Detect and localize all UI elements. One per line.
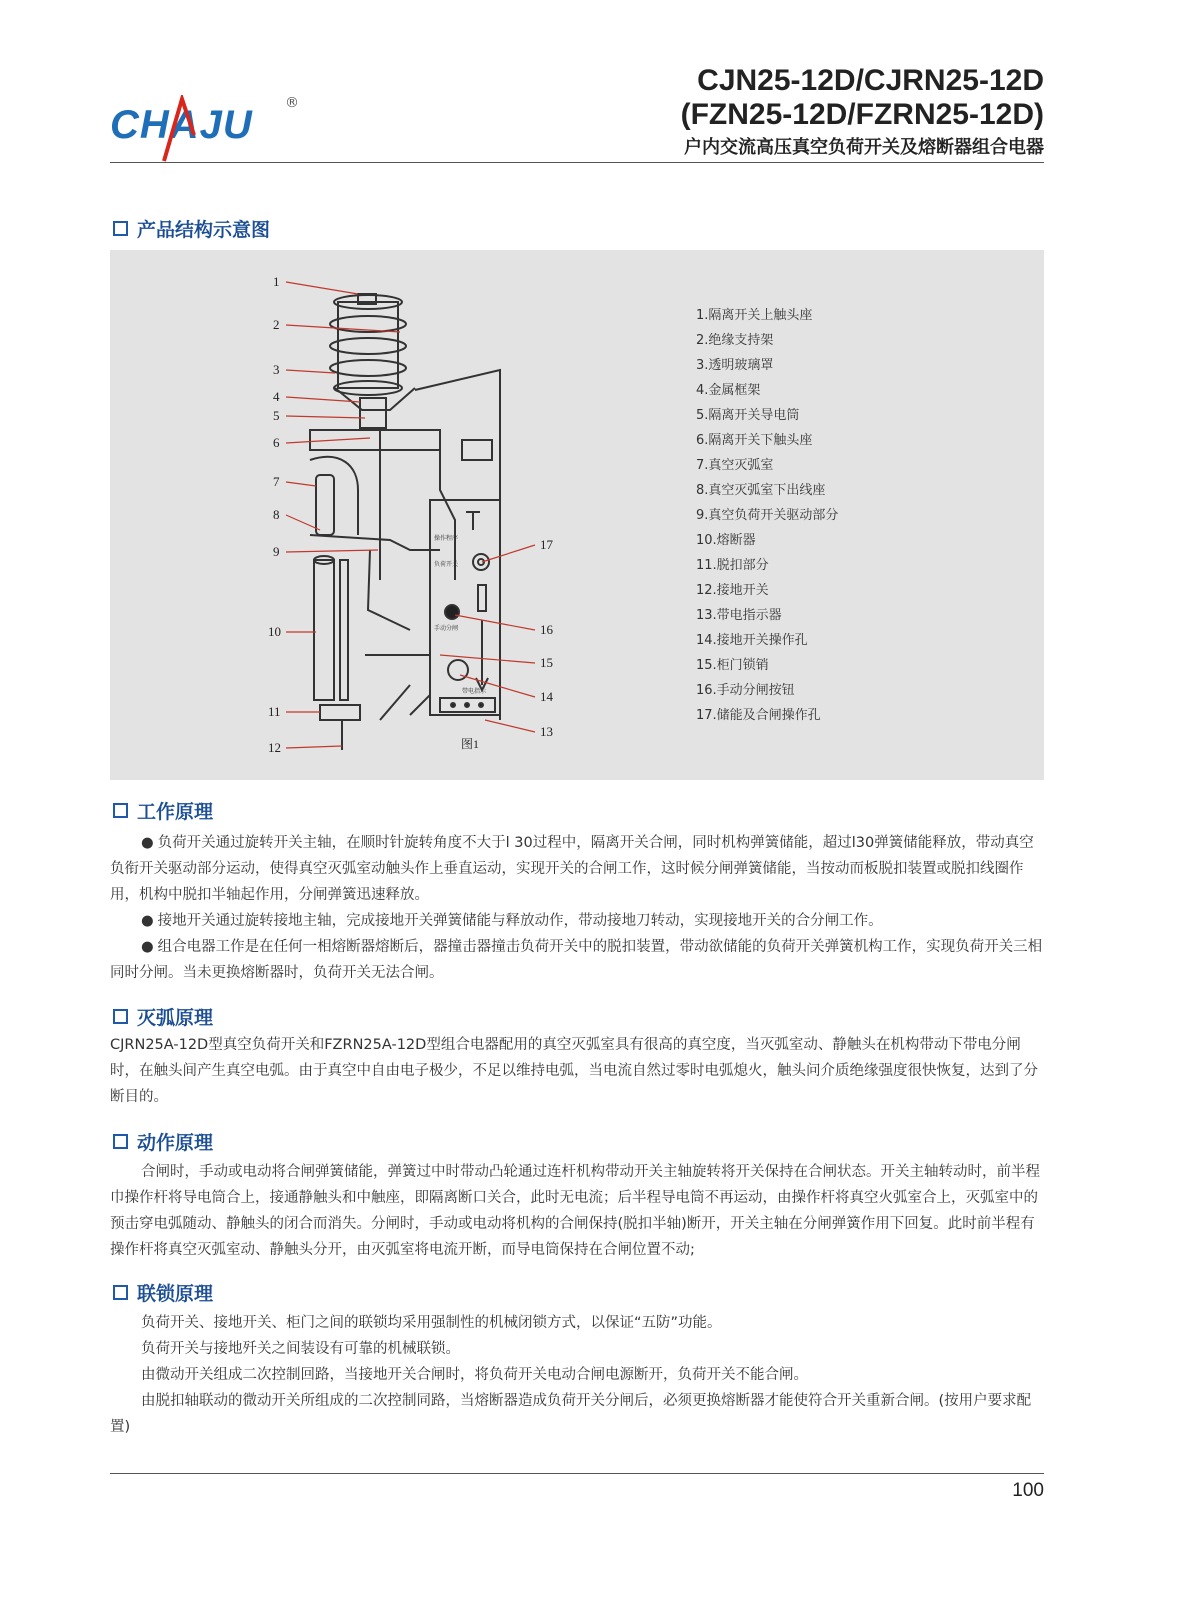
page-title-line1: CJN25-12D/CJRN25-12D: [697, 64, 1044, 97]
brand-logo: [110, 95, 320, 165]
legend-item: 5.隔离开关导电筒: [696, 408, 800, 423]
callout-1: 1: [273, 274, 280, 289]
paragraph-text: 接地开关通过旋转接地主轴，完成接地开关弹簧储能与释放动作，带动接地刀转动，实现接地开关的合分闸工作。: [157, 913, 883, 929]
paragraph-text: CJRN25A-12D型真空负荷开关和FZRN25A-12D型组合电器配用的真空灭弧室具有很高的真空度，当灭弧室动、静触头在机构带动下带电分闸时，在触头间产生真空电弧。由于真空中自由电子极少，不足以维持电弧，当电流自然过零时电弧熄火，触头问介质绝缘强度很快恢复，达到了分断目的。: [110, 1037, 1038, 1105]
callout-12: 12: [268, 740, 281, 755]
callout-17: 17: [540, 537, 553, 552]
panel-label-top: 操作程序: [434, 535, 459, 542]
callout-9: 9: [273, 544, 280, 559]
callout-14: 14: [540, 689, 553, 704]
section-label: 动作原理: [137, 1132, 214, 1154]
bullet-icon: ●: [141, 913, 154, 929]
legend-item: 17.储能及合闸操作孔: [696, 708, 821, 723]
structure-figure: [110, 250, 1044, 780]
page-subtitle: 户内交流高压真空负荷开关及熔断器组合电器: [684, 137, 1044, 157]
callout-7: 7: [273, 474, 280, 489]
paragraph-text: 由微动开关组成二次控制回路，当接地开关合闸时，将负荷开关电动合闸电源断开，负荷开关不能合闸。: [141, 1367, 808, 1383]
section-label: 工作原理: [137, 801, 214, 823]
section-structure-heading: [113, 215, 270, 242]
interlock-text: [110, 1310, 1044, 1440]
legend-item: 13.带电指示器: [696, 608, 782, 623]
callout-15: 15: [540, 655, 553, 670]
callout-6: 6: [273, 435, 280, 450]
section-label: 联锁原理: [137, 1283, 214, 1305]
legend-item: 14.接地开关操作孔: [696, 633, 808, 648]
legend-item: 4.金属框架: [696, 383, 761, 398]
action-text: [110, 1159, 1044, 1263]
section-action-heading: [113, 1128, 213, 1155]
header-divider: [110, 162, 1044, 163]
checkbox-icon: [113, 803, 128, 818]
legend-item: 1.隔离开关上触头座: [696, 308, 813, 323]
page-number: 100: [1012, 1480, 1044, 1501]
callout-13: 13: [540, 724, 553, 739]
panel-label-low: 手动分闸: [434, 625, 459, 632]
panel-label-bottom: 带电指示: [462, 688, 487, 695]
callout-16: 16: [540, 622, 553, 637]
paragraph: [110, 934, 1044, 986]
logo-text: CHAJU: [110, 103, 253, 147]
legend-item: 10.熔断器: [696, 533, 756, 548]
page-title-line2: (FZN25-12D/FZRN25-12D): [680, 98, 1044, 131]
structure-diagram: [110, 250, 630, 780]
bullet-icon: ●: [141, 835, 154, 851]
callout-8: 8: [273, 507, 280, 522]
callout-4: 4: [273, 389, 280, 404]
callout-2: 2: [273, 317, 280, 332]
bullet-icon: ●: [141, 939, 154, 955]
legend-item: 8.真空灭弧室下出线座: [696, 483, 826, 498]
legend-item: 9.真空负荷开关驱动部分: [696, 508, 839, 523]
legend-item: 15.柜门锁销: [696, 658, 769, 673]
paragraph-text: 负荷开关通过旋转开关主轴，在顺时针旋转角度不大于l 30过程中，隔离开关合闸，同时机构弹簧储能，超过l30弹簧储能释放，带动真空负衔开关驱动部分运动，使得真空灭弧室动触头作上垂直运动，实现开关的合闸工作，这时候分闸弹簧储能，当按动而板脱扣装置或脱扣线圈作用，机构中脱扣半轴起作用，分闸弹簧迅速释放。: [110, 835, 1034, 903]
paragraph-text: 负荷开关与接地歼关之间装设有可靠的机械联锁。: [141, 1341, 460, 1357]
paragraph: [110, 908, 1044, 934]
legend-item: 6.隔离开关下触头座: [696, 433, 813, 448]
registered-mark: ®: [285, 95, 299, 111]
section-label: 灭弧原理: [137, 1007, 214, 1029]
legend-item: 7.真空灭弧室: [696, 458, 774, 473]
checkbox-icon: [113, 1009, 128, 1024]
paragraph-text: 合闸时，手动或电动将合闸弹簧储能，弹簧过中时带动凸轮通过连杆机构带动开关主轴旋转将开关保持在合闸状态。开关主轴转动时，前半程巾操作杆将导电筒合上，接通静触头和中触座，即隔离断口关合，此时无电流；后半程导电筒不再运动，由操作杆将真空火弧室合上，灭弧室中的预击穿电弧随动、静触头的闭合而消失。分闸时，手动或电动将机构的合闸保持(脱扣半轴)断开，开关主轴在分闸弹簧作用下回复。此时前半程有操作杆将真空灭弧室动、静触头分开，由灭弧室将电流开断，而导电筒保持在合闸位置不动;: [110, 1164, 1040, 1258]
callout-10: 10: [268, 624, 281, 639]
legend-item: 3.透明玻璃罩: [696, 358, 774, 373]
checkbox-icon: [113, 1134, 128, 1149]
paragraph: [110, 830, 1044, 908]
checkbox-icon: [113, 1285, 128, 1300]
paragraph-text: 组合电器工作是在任何一相熔断器熔断后，器撞击器撞击负荷开关中的脱扣装置，带动欲储能的负荷开关弹簧机构工作，实现负荷开关三相同时分闸。当未更换熔断器时，负荷开关无法合闸。: [110, 939, 1043, 981]
callout-3: 3: [273, 362, 280, 377]
legend-item: 2.绝缘支持架: [696, 333, 774, 348]
figure-caption: 图1: [461, 737, 480, 751]
legend-item: 16.手动分闸按钮: [696, 683, 795, 698]
arc-text: [110, 1032, 1044, 1110]
paragraph-text: 负荷开关、接地开关、柜门之间的联锁均采用强制性的机械闭锁方式，以保证“五防”功能。: [141, 1315, 722, 1331]
section-interlock-heading: [113, 1279, 213, 1306]
callout-11: 11: [268, 704, 281, 719]
footer-divider: [110, 1473, 1044, 1474]
working-text: [110, 830, 1044, 986]
callout-5: 5: [273, 408, 280, 423]
logo-flash-icon: [160, 95, 200, 165]
legend-item: 11.脱扣部分: [696, 558, 769, 573]
legend-item: 12.接地开关: [696, 583, 769, 598]
section-working-heading: [113, 797, 213, 824]
section-arc-heading: [113, 1003, 213, 1030]
figure-legend: [696, 303, 838, 728]
section-label: 产品结构示意图: [137, 219, 271, 241]
panel-label-mid: 负荷开关: [434, 561, 459, 568]
checkbox-icon: [113, 221, 128, 236]
paragraph-text: 由脱扣轴联动的微动开关所组成的二次控制同路，当熔断器造成负荷开关分闸后，必须更换熔断器才能使符合开关重新合闸。(按用户要求配置): [110, 1393, 1032, 1435]
